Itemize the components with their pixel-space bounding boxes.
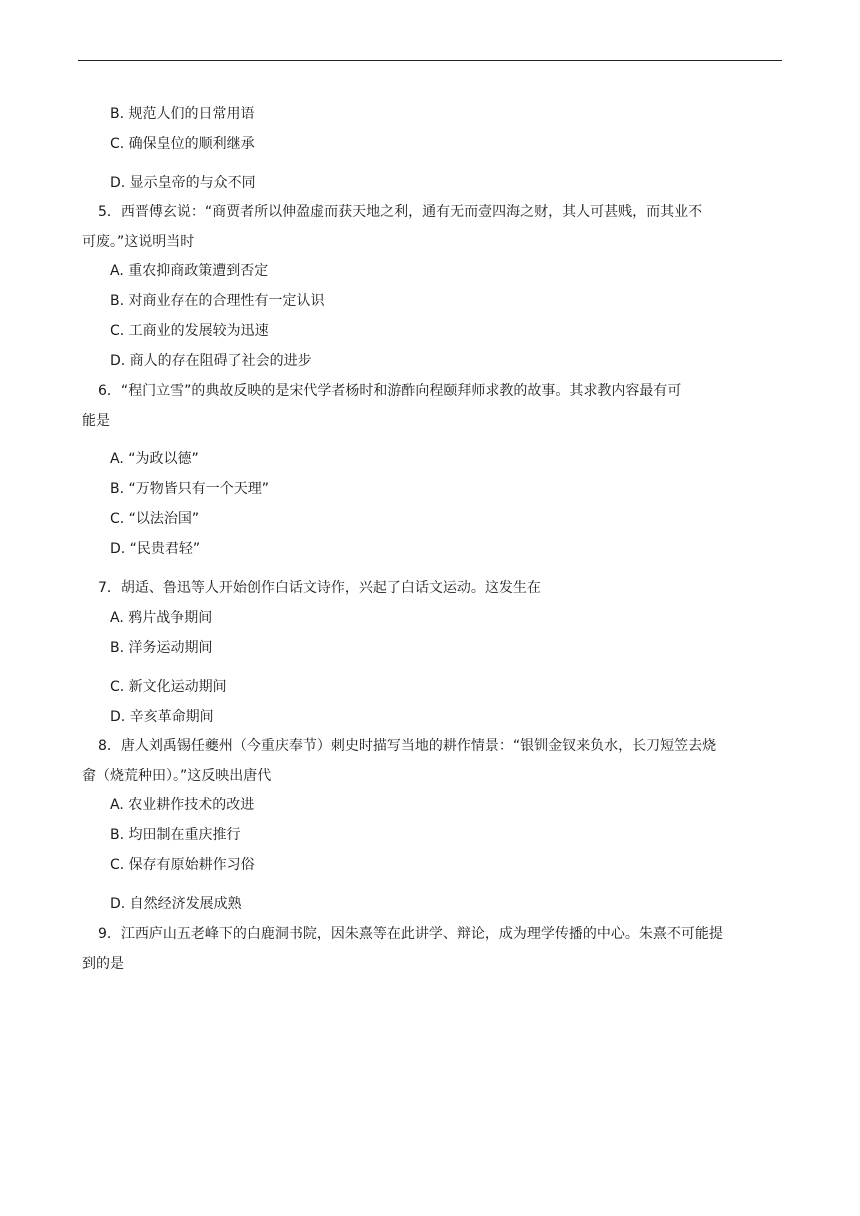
header-rule: [78, 60, 782, 61]
q8-stem-line2: 畲（烧荒种田）。”这反映出唐代: [82, 768, 272, 784]
q6-option-d: D. “民贵君轻”: [110, 541, 201, 557]
q7-option-b: B. 洋务运动期间: [110, 640, 213, 656]
q8-option-b: B. 均田制在重庆推行: [110, 827, 241, 843]
q4-option-b: B. 规范人们的日常用语: [110, 106, 255, 122]
q9-stem-line1: 9．江西庐山五老峰下的白鹿洞书院，因朱熹等在此讲学、辩论，成为理学传播的中心。朱熹不可能提: [98, 926, 723, 942]
q5-stem-line1: 5．西晋傅玄说：“商贾者所以伸盈虚而获天地之利，通有无而壹四海之财，其人可甚贱，而其业不: [98, 204, 703, 220]
q5-option-a: A. 重农抑商政策遭到否定: [110, 263, 269, 279]
q4-option-d: D. 显示皇帝的与众不同: [110, 175, 256, 191]
q5-option-b: B. 对商业存在的合理性有一定认识: [110, 293, 325, 309]
q5-option-c: C. 工商业的发展较为迅速: [110, 323, 269, 339]
q8-option-d: D. 自然经济发展成熟: [110, 896, 242, 912]
q6-stem-line2: 能是: [82, 413, 110, 429]
q6-stem-line1: 6．“程门立雪”的典故反映的是宋代学者杨时和游酢向程颐拜师求教的故事。其求教内容最有可: [98, 383, 682, 399]
q5-option-d: D. 商人的存在阻碍了社会的进步: [110, 353, 312, 369]
q6-option-b: B. “万物皆只有一个天理”: [110, 481, 270, 497]
q9-stem-line2: 到的是: [82, 956, 124, 972]
q7-option-c: C. 新文化运动期间: [110, 679, 227, 695]
q7-option-a: A. 鸦片战争期间: [110, 610, 213, 626]
q6-option-c: C. “以法治国”: [110, 511, 200, 527]
q8-option-c: C. 保存有原始耕作习俗: [110, 857, 255, 873]
q8-stem-line1: 8．唐人刘禹锡任夔州（今重庆奉节）刺史时描写当地的耕作情景：“银钏金钗来负水，长刀短笠去烧: [98, 738, 717, 754]
q8-option-a: A. 农业耕作技术的改进: [110, 797, 255, 813]
q7-stem-line1: 7．胡适、鲁迅等人开始创作白话文诗作，兴起了白话文运动。这发生在: [98, 580, 541, 596]
q6-option-a: A. “为政以德”: [110, 451, 199, 467]
q7-option-d: D. 辛亥革命期间: [110, 709, 214, 725]
q5-stem-line2: 可废。”这说明当时: [82, 234, 195, 250]
q4-option-c: C. 确保皇位的顺利继承: [110, 136, 255, 152]
